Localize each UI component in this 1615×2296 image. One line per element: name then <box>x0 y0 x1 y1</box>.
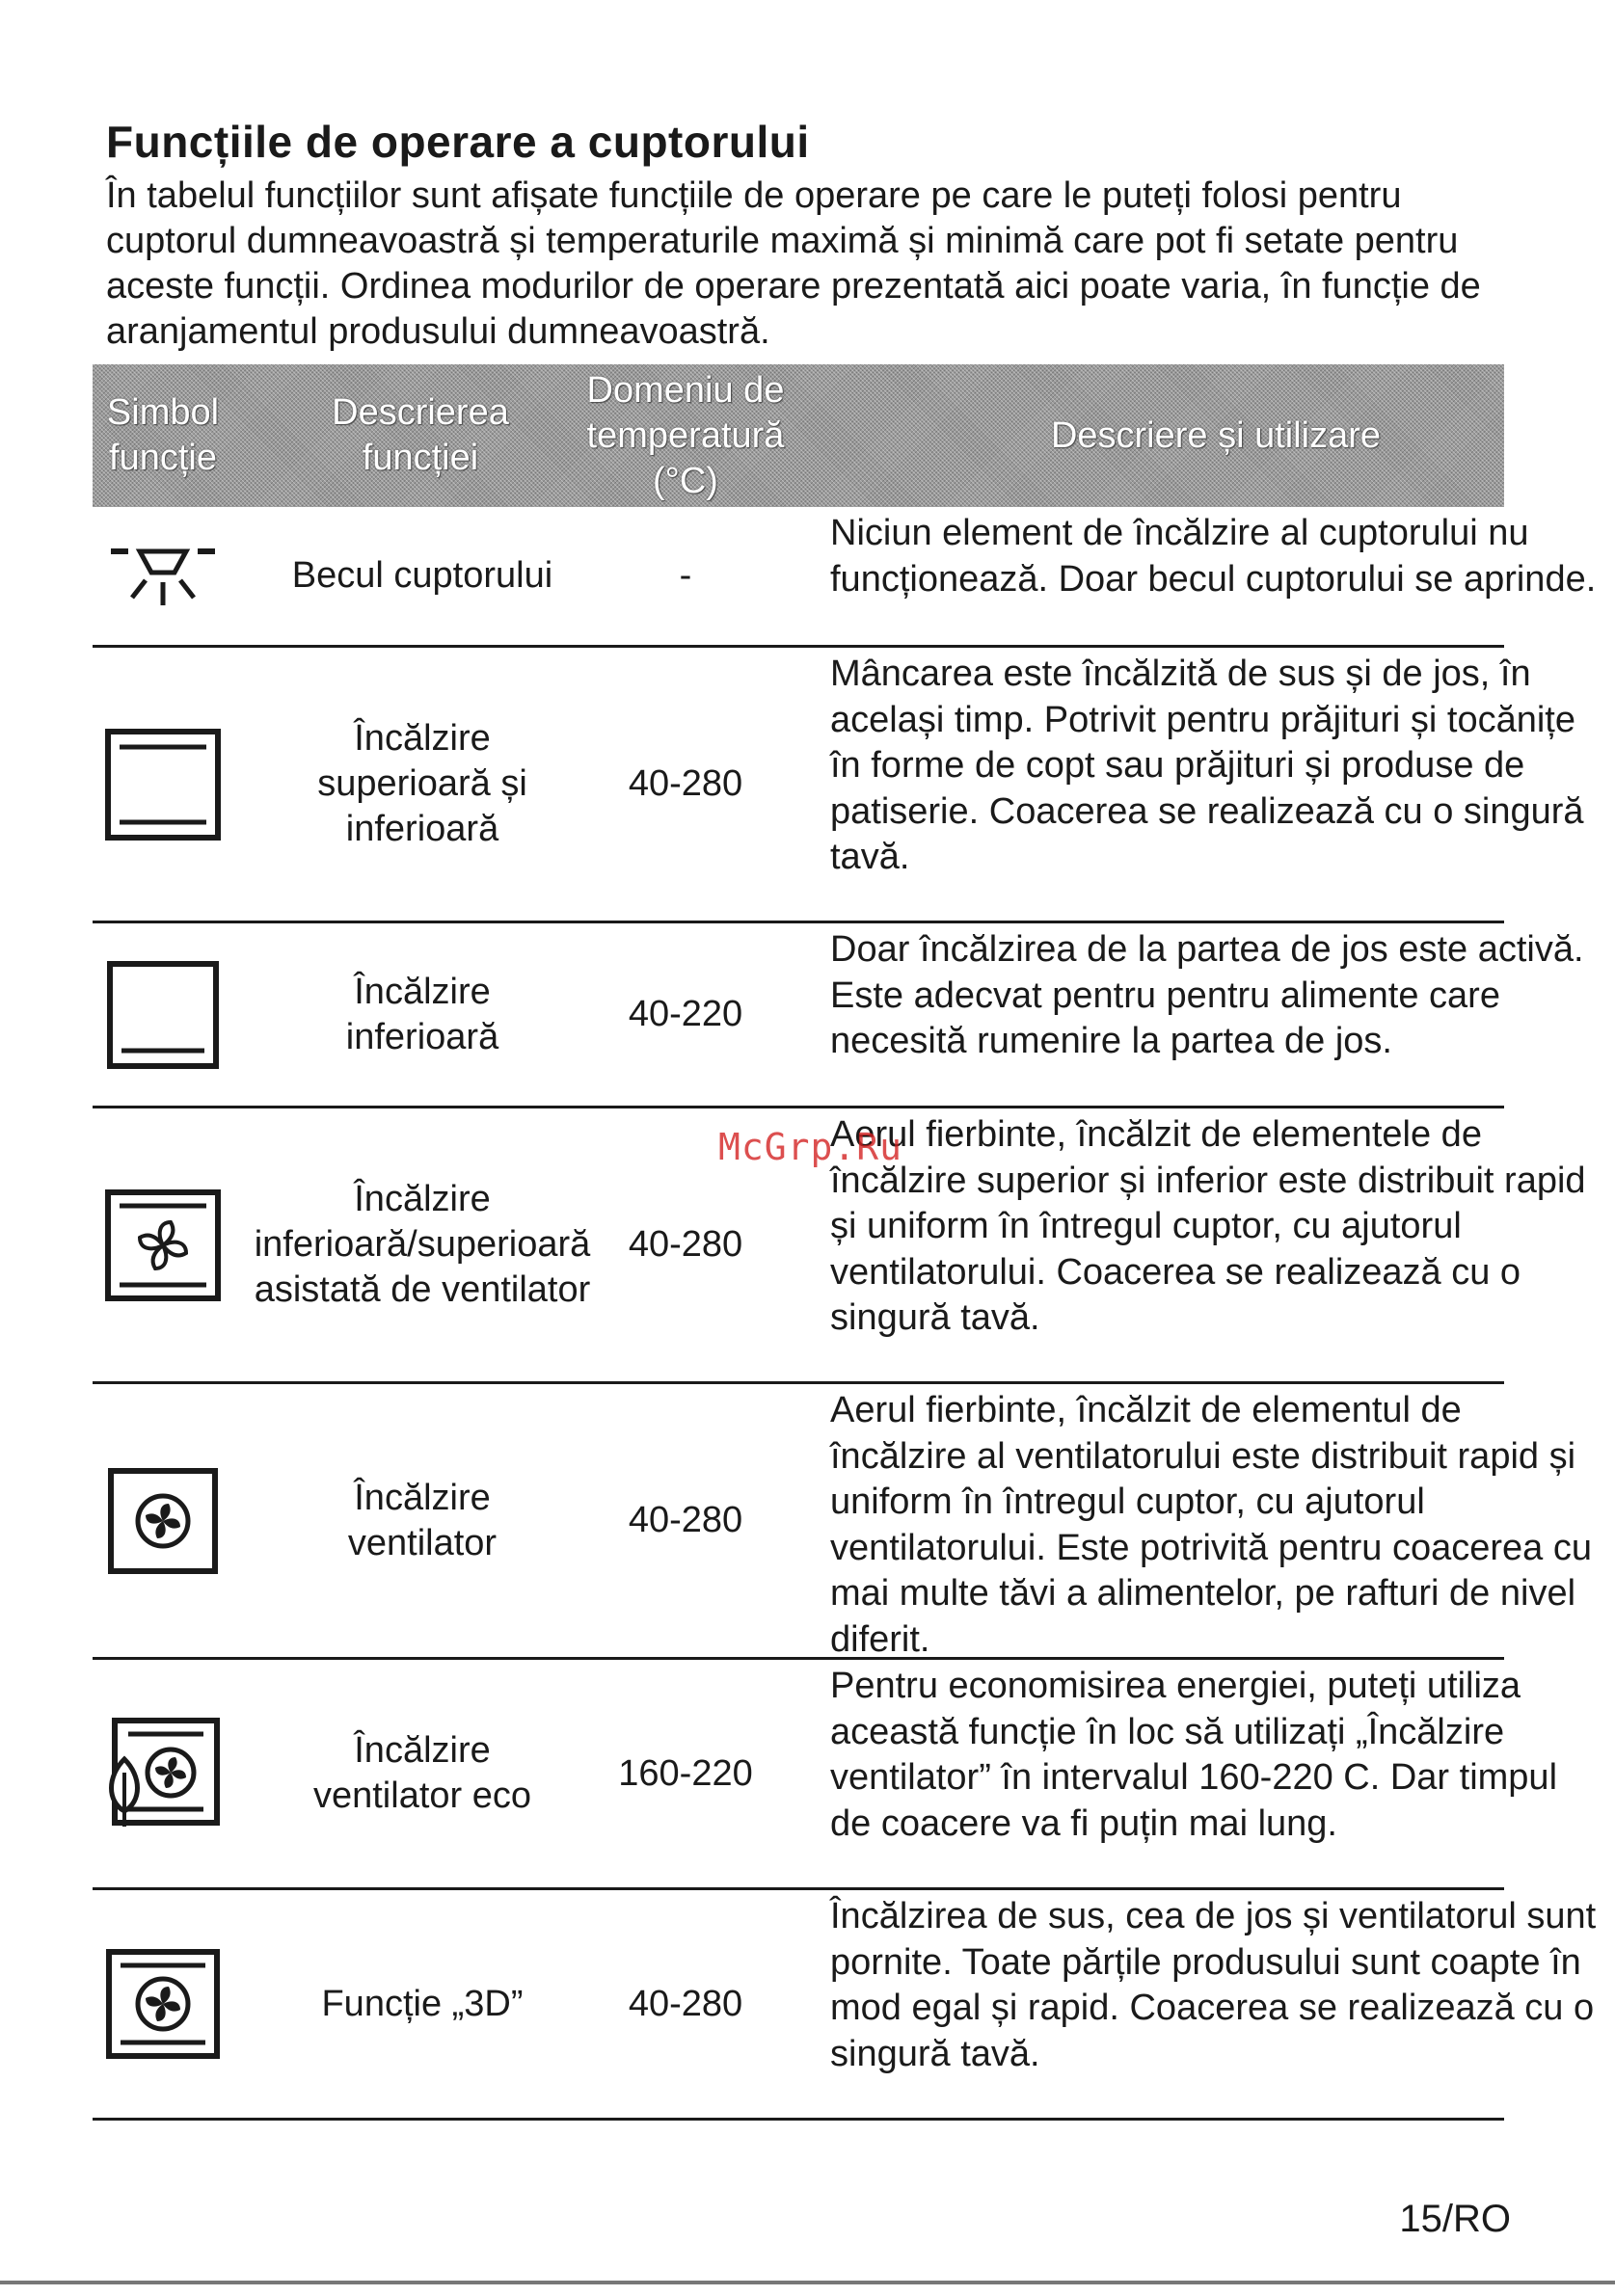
temperature-range: 40-280 <box>628 1983 743 2024</box>
page-title: Funcțiile de operare a cuptorului <box>106 117 810 167</box>
page-bottom-divider <box>0 2281 1615 2284</box>
3d-function-icon <box>93 1890 233 2118</box>
table-row <box>93 1384 1592 1660</box>
fan-assisted-top-bottom-icon <box>93 1108 233 1381</box>
function-description: Mâncarea este încălzită de sus și de jos, în același timp. Potrivit pentru prăjituri și tocănițe în forme de copt sau prăjituri și produse de patiserie. Coacerea se realizează cu o singură tavă. <box>830 654 1584 877</box>
function-name: Încălzire inferioară <box>345 971 499 1057</box>
fan-heating-icon <box>93 1384 233 1657</box>
intro-paragraph: În tabelul funcțiilor sunt afișate funcțiile de operare pe care le puteți folosi pentru cuptorul dumneavoastră și temperaturile maximă și minimă care pot fi setate pentru aceste funcții. Ordinea modurilor de operare prezentată aici poate varia, în funcție de aranjamentul produsului dumneavoastră. <box>106 175 1481 352</box>
temperature-range: 40-280 <box>628 763 743 804</box>
function-name: Încălzire ventilator <box>347 1477 498 1563</box>
table-row <box>93 648 1584 923</box>
function-description: Niciun element de încălzire al cuptorului nu funcționează. Doar becul cuptorului se aprinde. <box>830 513 1597 600</box>
temperature-range: 160-220 <box>618 1752 753 1794</box>
function-name: Becul cuptorului <box>291 555 553 596</box>
function-name: Încălzire ventilator eco <box>312 1730 531 1816</box>
table-row <box>93 1890 1597 2121</box>
bottom-heating-icon <box>93 923 233 1106</box>
temperature-range: - <box>679 555 692 596</box>
temperature-range: 40-220 <box>628 994 743 1034</box>
function-description: Aerul fierbinte, încălzit de elementul de încălzire al ventilatorului este distribuit rapid și uniform în întregul cuptor, cu ajutorul ventilatorului. Este potrivită pentru coacerea cu mai multe tăvi a alimentelor, pe rafturi de nivel diferit. <box>830 1390 1592 1660</box>
header-description: Descriere și utilizare <box>1050 414 1382 456</box>
eco-fan-heating-icon <box>93 1660 233 1887</box>
temperature-range: 40-280 <box>628 1224 743 1265</box>
function-name: Funcție „3D” <box>321 1983 524 2024</box>
page-number: 15/RO <box>1399 2198 1511 2240</box>
function-name: Încălzire superioară și inferioară <box>317 718 527 849</box>
header-temperature-range: Domeniu de temperatură (°C) <box>586 369 785 501</box>
watermark: McGrp.Ru <box>718 1126 903 1168</box>
table-row <box>93 1660 1558 1890</box>
function-description: Doar încălzirea de la partea de jos este activă. Este adecvat pentru pentru alimente care necesită rumenire la partea de jos. <box>830 929 1584 1061</box>
function-description: Încălzirea de sus, cea de jos și ventilatorul sunt pornite. Toate părțile produsului sunt coapte în mod egal și rapid. Coacerea se realizează cu o singură tavă. <box>830 1896 1597 2074</box>
header-symbol: Simbol funcție <box>106 392 220 478</box>
header-function-name: Descrierea funcției <box>332 392 509 478</box>
function-description: Pentru economisirea energiei, puteți utiliza această funcție în loc să utilizați „Încălzire ventilator” în intervalul 160-220 C. Dar timpul de coacere va fi puțin mai lung. <box>830 1666 1558 1844</box>
function-description: Aerul fierbinte, încălzit de elementele de încălzire superior și inferior este distribuit rapid și uniform în întregul cuptor, cu ajutorul ventilatorului. Coacerea se realizează cu o singură tavă. <box>830 1114 1586 1338</box>
function-name: Încălzire inferioară/superioară asistată de ventilator <box>254 1179 591 1310</box>
top-bottom-heating-icon <box>93 648 233 921</box>
table-row <box>93 507 1597 648</box>
table-header <box>93 364 1504 507</box>
temperature-range: 40-280 <box>628 1500 743 1540</box>
oven-lamp-icon <box>93 507 233 645</box>
table-row <box>93 923 1584 1108</box>
